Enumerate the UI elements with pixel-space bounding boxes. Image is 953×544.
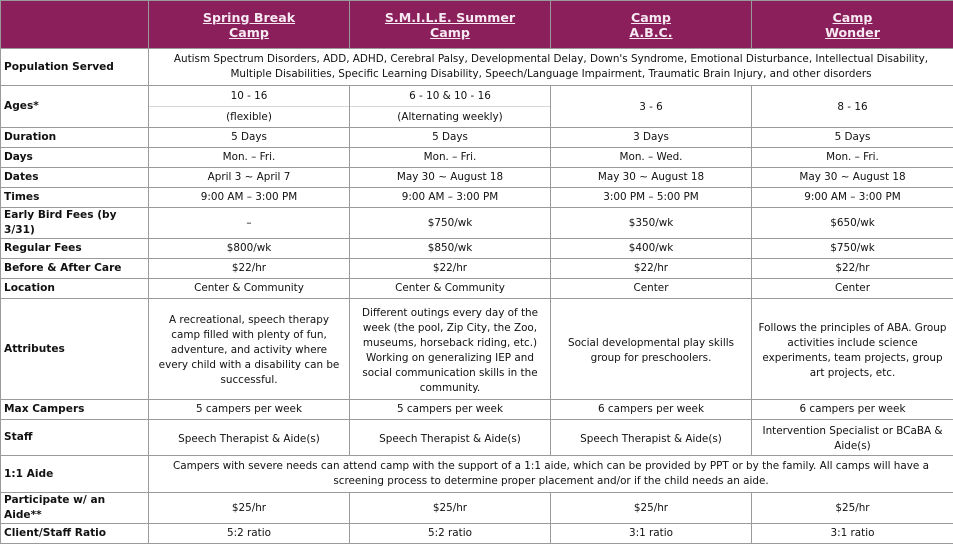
early-bird-cell: $650/wk <box>752 208 953 239</box>
row-label: Early Bird Fees (by 3/31) <box>1 208 149 239</box>
row-label: Staff <box>1 420 149 456</box>
max-campers-cell: 6 campers per week <box>551 400 752 420</box>
early-bird-cell: $350/wk <box>551 208 752 239</box>
ages-range: 6 - 10 & 10 - 16 <box>350 86 550 107</box>
header-camp-wonder[interactable] <box>752 1 953 49</box>
early-bird-cell: $750/wk <box>350 208 551 239</box>
dates-cell: May 30 ~ August 18 <box>752 168 953 188</box>
ages-range: 10 - 16 <box>149 86 349 107</box>
header-link-line2[interactable]: Wonder <box>755 25 950 40</box>
care-cell: $22/hr <box>149 259 350 279</box>
header-row <box>1 1 953 49</box>
regular-fee-cell: $850/wk <box>350 239 551 259</box>
staff-cell: Speech Therapist & Aide(s) <box>551 420 752 456</box>
row-label: Ages* <box>1 86 149 128</box>
header-link-line2[interactable]: A.B.C. <box>554 25 748 40</box>
header-link-line1[interactable]: Camp <box>554 10 748 25</box>
times-cell: 9:00 AM – 3:00 PM <box>350 188 551 208</box>
header-link-line1[interactable]: Camp <box>755 10 950 25</box>
times-cell: 9:00 AM – 3:00 PM <box>149 188 350 208</box>
row-dates <box>1 168 953 188</box>
regular-fee-cell: $800/wk <box>149 239 350 259</box>
row-before-after-care <box>1 259 953 279</box>
row-label: Days <box>1 148 149 168</box>
staff-cell: Speech Therapist & Aide(s) <box>149 420 350 456</box>
care-cell: $22/hr <box>752 259 953 279</box>
ratio-cell: 3:1 ratio <box>551 524 752 544</box>
header-smile-summer-camp[interactable] <box>350 1 551 49</box>
duration-cell: 5 Days <box>350 128 551 148</box>
participate-cell: $25/hr <box>551 493 752 524</box>
ages-note: (flexible) <box>149 107 349 127</box>
times-cell: 9:00 AM – 3:00 PM <box>752 188 953 208</box>
row-population-served <box>1 49 953 86</box>
row-one-to-one-aide <box>1 456 953 493</box>
header-link-line2[interactable]: Camp <box>353 25 547 40</box>
row-label: Population Served <box>1 49 149 86</box>
header-camp-abc[interactable] <box>551 1 752 49</box>
header-link-line1[interactable]: S.M.I.L.E. Summer <box>353 10 547 25</box>
staff-cell: Intervention Specialist or BCaBA & Aide(s) <box>752 420 953 456</box>
row-label: 1:1 Aide <box>1 456 149 493</box>
row-label: Duration <box>1 128 149 148</box>
header-corner <box>1 1 149 49</box>
participate-cell: $25/hr <box>350 493 551 524</box>
duration-cell: 5 Days <box>149 128 350 148</box>
attributes-cell: Different outings every day of the week (the pool, Zip City, the Zoo, museums, horseback riding, etc.) Working on generalizing IEP and social communication skills in the community. <box>350 299 551 400</box>
location-cell: Center <box>752 279 953 299</box>
row-label: Client/Staff Ratio <box>1 524 149 544</box>
row-staff <box>1 420 953 456</box>
ages-cell <box>149 86 350 128</box>
header-link-line2[interactable]: Camp <box>152 25 346 40</box>
dates-cell: May 30 ~ August 18 <box>551 168 752 188</box>
row-label: Attributes <box>1 299 149 400</box>
row-label: Participate w/ an Aide** <box>1 493 149 524</box>
row-label: Times <box>1 188 149 208</box>
ages-cell <box>551 86 752 128</box>
days-cell: Mon. – Fri. <box>752 148 953 168</box>
attributes-cell: Social developmental play skills group for preschoolers. <box>551 299 752 400</box>
ages-cell <box>752 86 953 128</box>
staff-cell: Speech Therapist & Aide(s) <box>350 420 551 456</box>
row-regular-fees <box>1 239 953 259</box>
row-client-staff-ratio <box>1 524 953 544</box>
dates-cell: April 3 ~ April 7 <box>149 168 350 188</box>
aide-value: Campers with severe needs can attend camp with the support of a 1:1 aide, which can be provided by PPT or by the family. All camps will have a screening process to determine proper placement and/or if the child needs an aide. <box>149 456 953 493</box>
ages-range: 8 - 16 <box>752 97 953 117</box>
participate-cell: $25/hr <box>752 493 953 524</box>
max-campers-cell: 6 campers per week <box>752 400 953 420</box>
attributes-cell: Follows the principles of ABA. Group activities include science experiments, team projects, group art projects, etc. <box>752 299 953 400</box>
ratio-cell: 5:2 ratio <box>149 524 350 544</box>
care-cell: $22/hr <box>551 259 752 279</box>
ages-cell <box>350 86 551 128</box>
header-spring-break-camp[interactable] <box>149 1 350 49</box>
row-label: Dates <box>1 168 149 188</box>
days-cell: Mon. – Fri. <box>149 148 350 168</box>
row-early-bird-fees <box>1 208 953 239</box>
participate-cell: $25/hr <box>149 493 350 524</box>
location-cell: Center & Community <box>149 279 350 299</box>
row-participate-with-aide <box>1 493 953 524</box>
ages-range: 3 - 6 <box>551 97 751 117</box>
row-label: Regular Fees <box>1 239 149 259</box>
row-days <box>1 148 953 168</box>
row-max-campers <box>1 400 953 420</box>
max-campers-cell: 5 campers per week <box>350 400 551 420</box>
location-cell: Center <box>551 279 752 299</box>
population-value: Autism Spectrum Disorders, ADD, ADHD, Cerebral Palsy, Developmental Delay, Down's Syndrome, Emotional Disturbance, Intellectual Disability, Multiple Disabilities, Specific Learning Disability, Speech/Language Impairment, Traumatic Brain Injury, and other disorders <box>149 49 953 86</box>
max-campers-cell: 5 campers per week <box>149 400 350 420</box>
dates-cell: May 30 ~ August 18 <box>350 168 551 188</box>
attributes-cell: A recreational, speech therapy camp filled with plenty of fun, adventure, and activity where every child with a disability can be successful. <box>149 299 350 400</box>
times-cell: 3:00 PM – 5:00 PM <box>551 188 752 208</box>
regular-fee-cell: $750/wk <box>752 239 953 259</box>
row-attributes <box>1 299 953 400</box>
row-label: Before & After Care <box>1 259 149 279</box>
row-label: Max Campers <box>1 400 149 420</box>
days-cell: Mon. – Wed. <box>551 148 752 168</box>
days-cell: Mon. – Fri. <box>350 148 551 168</box>
ages-note: (Alternating weekly) <box>350 107 550 127</box>
row-location <box>1 279 953 299</box>
regular-fee-cell: $400/wk <box>551 239 752 259</box>
ratio-cell: 3:1 ratio <box>752 524 953 544</box>
duration-cell: 3 Days <box>551 128 752 148</box>
care-cell: $22/hr <box>350 259 551 279</box>
early-bird-cell: – <box>149 208 350 239</box>
row-times <box>1 188 953 208</box>
row-ages <box>1 86 953 128</box>
duration-cell: 5 Days <box>752 128 953 148</box>
header-link-line1[interactable]: Spring Break <box>152 10 346 25</box>
ratio-cell: 5:2 ratio <box>350 524 551 544</box>
location-cell: Center & Community <box>350 279 551 299</box>
row-duration <box>1 128 953 148</box>
row-label: Location <box>1 279 149 299</box>
